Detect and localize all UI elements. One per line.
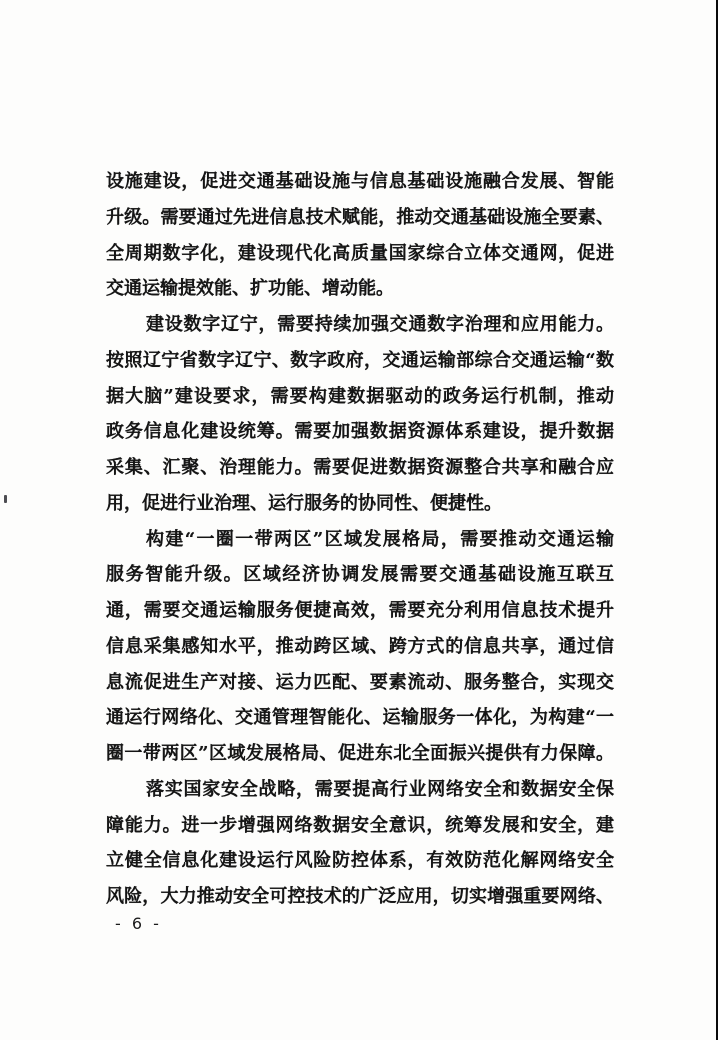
text-line: 通运行网络化、交通管理智能化、运输服务一体化，为构建“一 — [106, 707, 614, 729]
text-line: 采集、汇聚、治理能力。需要促进数据资源整合共享和融合应 — [106, 457, 614, 478]
text-line: 建设数字辽宁，需要持续加强交通数字治理和应用能力。 — [146, 314, 614, 335]
text-line: 交通运输提效能、扩功能、增动能。 — [106, 278, 394, 300]
text-line: 设施建设，促进交通基础设施与信息基础设施融合发展、智能 — [106, 171, 614, 192]
text-line: 息流促进生产对接、运力匹配、要素流动、服务整合，实现交 — [106, 671, 614, 693]
text-line: 按照辽宁省数字辽宁、数字政府，交通运输部综合交通运输“数 — [106, 349, 614, 371]
text-line: 服务智能升级。区域经济协调发展需要交通基础设施互联互 — [106, 564, 614, 586]
text-line: 政务信息化建设统筹。需要加强数据资源体系建设，提升数据 — [106, 421, 614, 443]
text-line: 用，促进行业治理、运行服务的协同性、便捷性。 — [106, 492, 502, 514]
text-line: 全周期数字化，建设现代化高质量国家综合立体交通网，促进 — [106, 242, 614, 264]
text-line: 信息采集感知水平，推动跨区域、跨方式的信息共享，通过信 — [106, 635, 614, 657]
text-line: 风险，大力推动安全可控技术的广泛应用，切实增强重要网络、 — [106, 886, 614, 907]
text-line: 升级。需要通过先进信息技术赋能，推动交通基础设施全要素、 — [106, 206, 614, 228]
text-line: 据大脑”建设要求，需要构建数据驱动的政务运行机制，推动 — [106, 385, 614, 407]
text-line: 通，需要交通运输服务便捷高效，需要充分利用信息技术提升 — [106, 600, 614, 621]
text-line: 落实国家安全战略，需要提高行业网络安全和数据安全保 — [146, 778, 614, 800]
text-line: 障能力。进一步增强网络数据安全意识，统筹发展和安全，建 — [106, 814, 614, 836]
page-number: - 6 - — [115, 914, 162, 933]
text-line: 立健全信息化建设运行风险防控体系，有效防范化解网络安全 — [106, 850, 614, 872]
text-line: 构建“一圈一带两区”区域发展格局，需要推动交通运输 — [146, 528, 614, 550]
document-body — [106, 164, 614, 915]
text-line: 圈一带两区”区域发展格局、促进东北全面振兴提供有力保障。 — [106, 743, 614, 764]
scan-artifact-mark — [4, 495, 7, 503]
